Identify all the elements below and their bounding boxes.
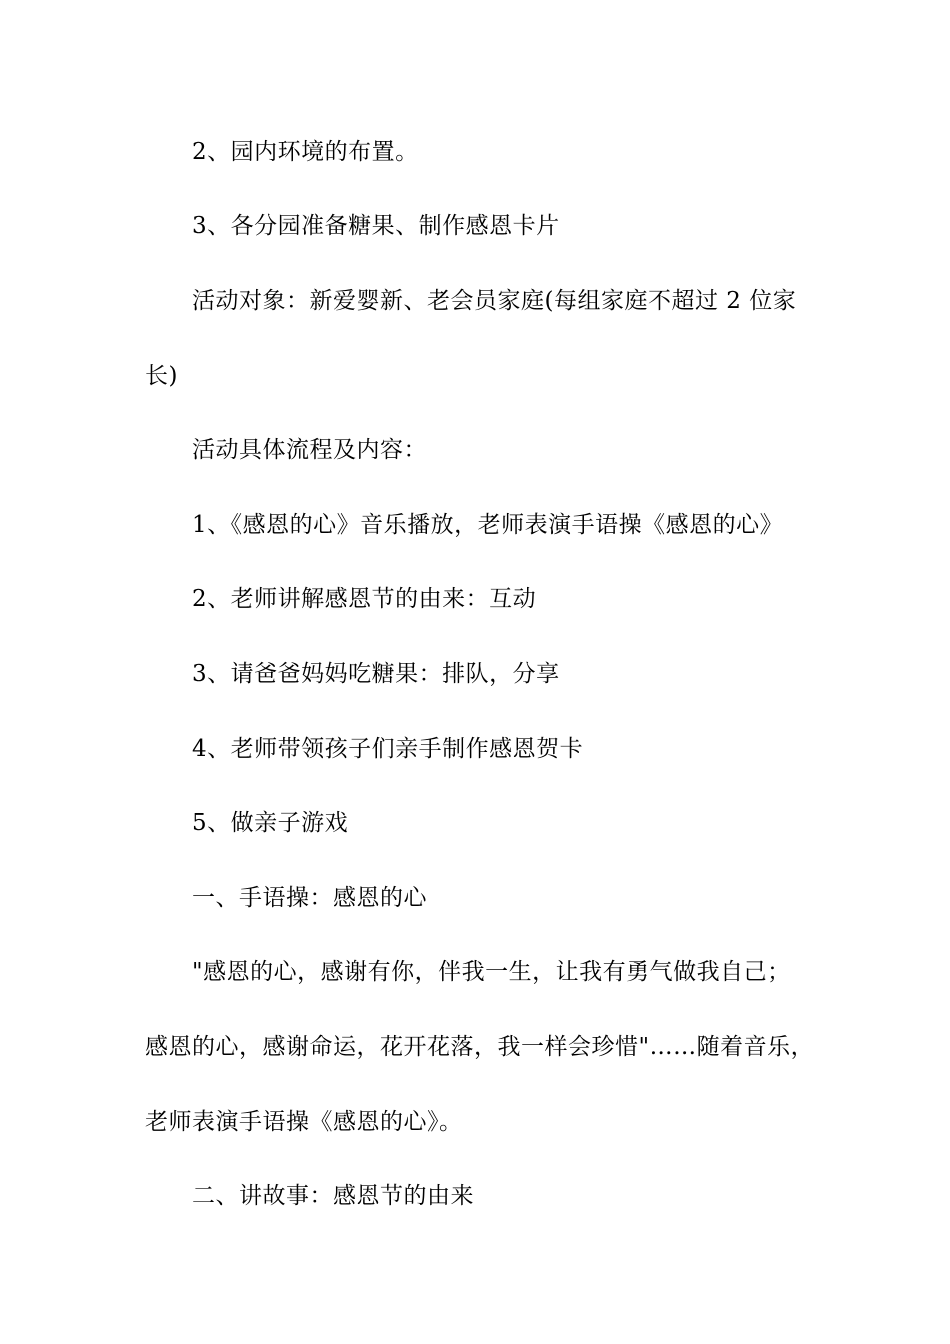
section-heading: 一、手语操：感恩的心 <box>192 885 427 911</box>
paragraph-line: "感恩的心，感谢有你，伴我一生，让我有勇气做我自己； <box>192 959 791 985</box>
paragraph-line: 3、请爸爸妈妈吃糖果：排队，分享 <box>192 661 560 687</box>
paragraph-line: 4、老师带领孩子们亲手制作感恩贺卡 <box>192 736 584 762</box>
paragraph-line: 2、园内环境的布置。 <box>192 139 419 165</box>
paragraph-line: 2、老师讲解感恩节的由来：互动 <box>192 586 537 612</box>
paragraph-line: 1、《感恩的心》音乐播放，老师表演手语操《感恩的心》 <box>192 512 784 538</box>
paragraph-line: 3、各分园准备糖果、制作感恩卡片 <box>192 213 560 239</box>
paragraph-line: 感恩的心，感谢命运，花开花落，我一样会珍惜"……随着音乐， <box>145 1034 815 1060</box>
paragraph-line: 老师表演手语操《感恩的心》。 <box>145 1109 463 1135</box>
paragraph-line: 5、做亲子游戏 <box>192 810 349 836</box>
paragraph-line: 长) <box>145 363 178 389</box>
section-heading: 二、讲故事：感恩节的由来 <box>192 1183 474 1209</box>
paragraph-line: 活动对象：新爱婴新、老会员家庭(每组家庭不超过 2 位家 <box>192 288 797 314</box>
paragraph-line: 活动具体流程及内容： <box>192 437 427 463</box>
